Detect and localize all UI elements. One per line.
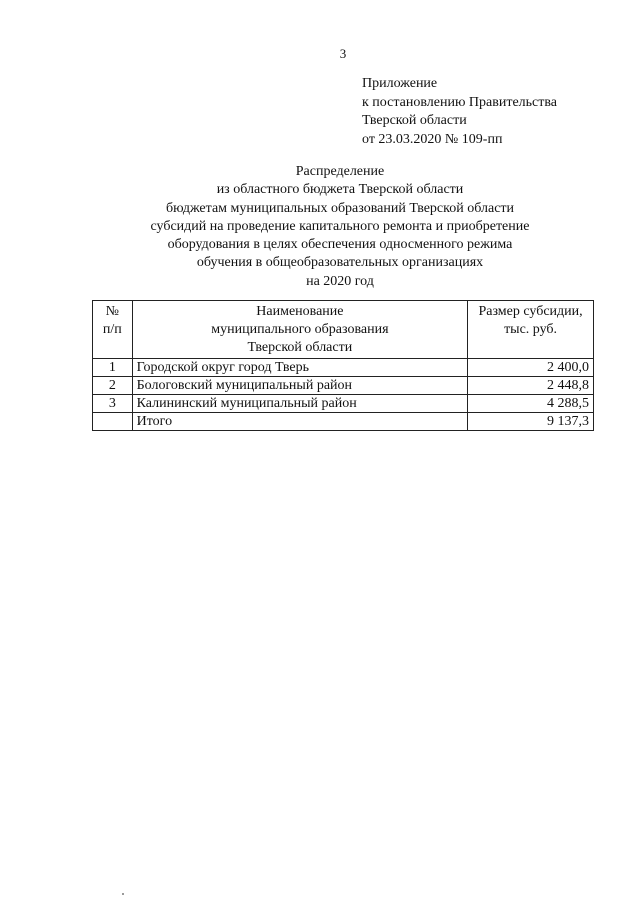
header-amount-line: Размер субсидии,: [478, 304, 583, 319]
title-line: обучения в общеобразовательных организациях: [196, 255, 484, 271]
header-amount: [468, 301, 594, 359]
annex-line: Тверской области: [362, 113, 467, 128]
title-line: на 2020 год: [306, 273, 374, 289]
header-name-line: муниципального образования: [211, 322, 389, 337]
page-number: 3: [339, 46, 347, 61]
scan-speck: [122, 893, 124, 895]
table-row: [93, 395, 594, 413]
row-amount: 2 400,0: [468, 359, 594, 377]
title-line: бюджетам муниципальных образований Тверской области: [165, 200, 515, 216]
header-number-line: п/п: [102, 322, 122, 337]
subsidy-table: [92, 300, 594, 431]
row-amount: 2 448,8: [468, 377, 594, 395]
document-title: [90, 163, 590, 291]
title-line: оборудования в целях обеспечения односменного режима: [167, 237, 513, 253]
total-label: Итого: [132, 413, 467, 431]
title-line: из областного бюджета Тверской области: [216, 182, 464, 198]
row-number: 2: [93, 377, 133, 395]
annex-line: Приложение: [362, 76, 438, 91]
annex-line: к постановлению Правительства: [362, 94, 558, 110]
header-name-line: Наименование: [256, 304, 344, 319]
row-municipality: Калининский муниципальный район: [132, 395, 467, 413]
row-municipality: Бологовский муниципальный район: [132, 377, 467, 395]
title-line: субсидий на проведение капитального ремонта и приобретение: [150, 218, 530, 234]
table-total-row: [93, 413, 594, 431]
table-header-row: [93, 301, 594, 359]
row-number: 1: [93, 359, 133, 377]
title-line: Распределение: [295, 164, 385, 179]
header-amount-line: тыс. руб.: [504, 322, 558, 337]
total-number: [93, 413, 133, 431]
total-amount: 9 137,3: [468, 413, 594, 431]
row-number: 3: [93, 395, 133, 413]
header-name-line: Тверской области: [247, 340, 353, 355]
header-number: [93, 301, 133, 359]
table-row: [93, 359, 594, 377]
row-municipality: Городской округ город Тверь: [132, 359, 467, 377]
table-row: [93, 377, 594, 395]
row-amount: 4 288,5: [468, 395, 594, 413]
annex-header: [362, 75, 557, 149]
annex-line: от 23.03.2020 № 109-пп: [362, 131, 503, 147]
header-number-line: №: [105, 304, 119, 319]
header-name: [132, 301, 467, 359]
